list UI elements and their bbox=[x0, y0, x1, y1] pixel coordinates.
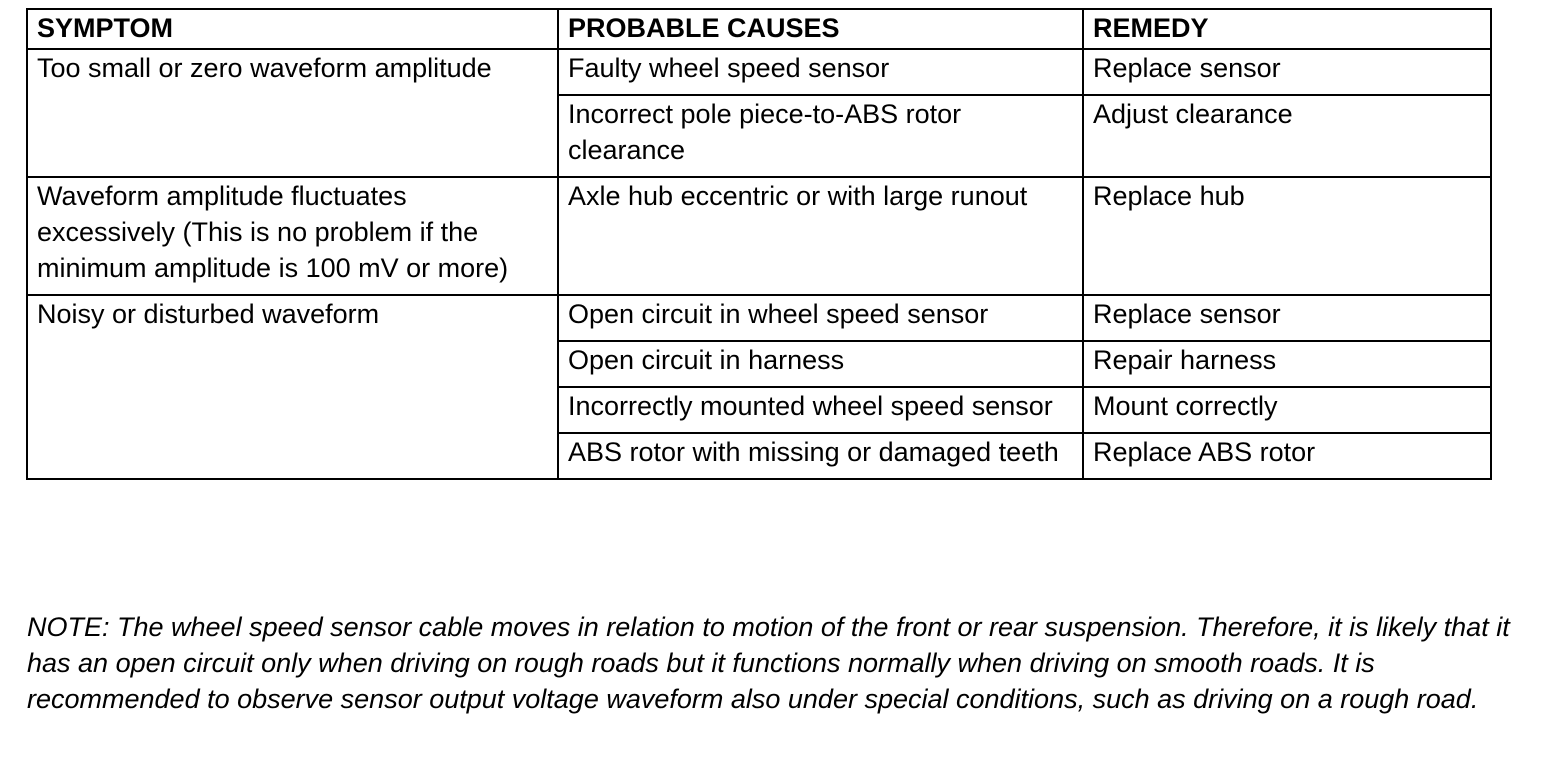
header-row bbox=[27, 9, 1491, 49]
remedy-cell: Replace sensor bbox=[1083, 295, 1491, 341]
remedy-cell: Replace sensor bbox=[1083, 49, 1491, 95]
symptom-cell: Noisy or disturbed waveform bbox=[27, 295, 558, 479]
diagnosis-table bbox=[26, 8, 1492, 480]
remedy-cell: Replace hub bbox=[1083, 177, 1491, 295]
remedy-cell: Mount correctly bbox=[1083, 387, 1491, 433]
cause-cell: Open circuit in harness bbox=[558, 341, 1083, 387]
cause-cell: Incorrect pole piece-to-ABS rotor clearance bbox=[558, 95, 1083, 177]
note-text: NOTE: The wheel speed sensor cable moves in relation to motion of the front or rear suspension. Therefore, it is likely that it has an open circuit only when driving on rough roads but it functions normally when driving on smooth roads. It is recommended to observe sensor output voltage waveform also under special conditions, such as driving on a rough road. bbox=[27, 612, 1510, 714]
header-probable-causes: PROBABLE CAUSES bbox=[558, 9, 1083, 49]
remedy-cell: Replace ABS rotor bbox=[1083, 433, 1491, 479]
cause-cell: Incorrectly mounted wheel speed sensor bbox=[558, 387, 1083, 433]
cause-cell: Faulty wheel speed sensor bbox=[558, 49, 1083, 95]
remedy-cell: Repair harness bbox=[1083, 341, 1491, 387]
header-remedy: REMEDY bbox=[1083, 9, 1491, 49]
remedy-cell: Adjust clearance bbox=[1083, 95, 1491, 177]
symptom-cell: Too small or zero waveform amplitude bbox=[27, 49, 558, 177]
table-row bbox=[27, 177, 1491, 295]
cause-cell: Axle hub eccentric or with large runout bbox=[558, 177, 1083, 295]
symptom-cell: Waveform amplitude fluctuates excessively (This is no problem if the minimum amplitude is 100 mV or more) bbox=[27, 177, 558, 295]
table-row bbox=[27, 295, 1491, 341]
cause-cell: Open circuit in wheel speed sensor bbox=[558, 295, 1083, 341]
header-symptom: SYMPTOM bbox=[27, 9, 558, 49]
cause-cell: ABS rotor with missing or damaged teeth bbox=[558, 433, 1083, 479]
table-row bbox=[27, 49, 1491, 95]
